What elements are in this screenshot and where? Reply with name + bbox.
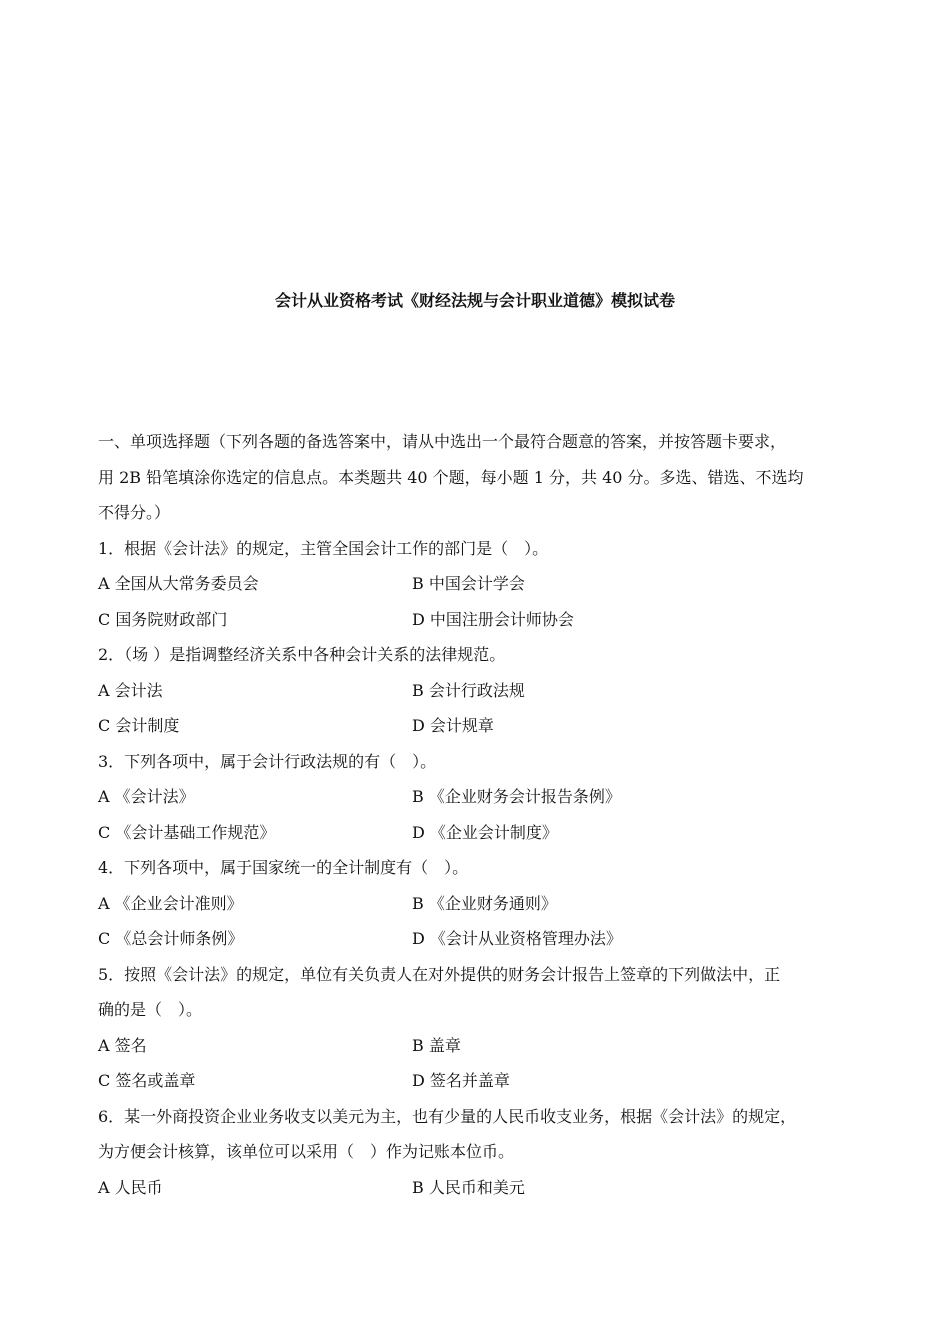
- option-row: [98, 921, 868, 957]
- option-a: A 《会计法》: [98, 787, 195, 806]
- question-stem: 6．某一外商投资企业业务收支以美元为主，也有少量的人民币收支业务，根据《会计法》的规定，: [98, 1106, 797, 1126]
- option-a: A 签名: [98, 1035, 147, 1055]
- question-3: [98, 744, 868, 851]
- option-a: A 《企业会计准则》: [98, 893, 243, 913]
- question-stem: 3．下列各项中，属于会计行政法规的有（ ）。: [98, 751, 437, 771]
- exam-content: [98, 424, 868, 1205]
- option-row: [98, 886, 868, 922]
- question-stem-continued: 确的是（ ）。: [98, 1000, 203, 1019]
- option-row: [98, 815, 868, 851]
- option-c: C 《总会计师条例》: [98, 929, 244, 948]
- section-instructions: [98, 424, 868, 531]
- option-b: B 《企业财务通则》: [412, 893, 557, 913]
- option-b: B 会计行政法规: [412, 680, 525, 700]
- option-b: B 中国会计学会: [412, 574, 525, 593]
- option-row: [98, 779, 868, 815]
- instruction-line: 不得分。）: [98, 503, 171, 522]
- option-d: D 《会计从业资格管理办法》: [412, 929, 622, 948]
- option-b: B 人民币和美元: [412, 1177, 525, 1197]
- option-row: [98, 602, 868, 638]
- question-stem: 2．（场 ）是指调整经济关系中各种会计关系的法律规范。: [98, 645, 506, 664]
- option-row: [98, 566, 868, 602]
- option-d: D 签名并盖章: [412, 1071, 510, 1090]
- option-c: C 国务院财政部门: [98, 609, 228, 629]
- option-c: C 签名或盖章: [98, 1071, 196, 1090]
- option-c: C 会计制度: [98, 716, 180, 735]
- option-row: [98, 673, 868, 709]
- instruction-line: 一、单项选择题（下列各题的备选答案中，请从中选出一个最符合题意的答案，并按答题卡要求，: [98, 432, 787, 451]
- option-row: [98, 708, 868, 744]
- option-d: D 中国注册会计师协会: [412, 609, 574, 629]
- option-d: D 会计规章: [412, 716, 494, 735]
- question-stem-continued: 为方便会计核算，该单位可以采用（ ）作为记账本位币。: [98, 1142, 515, 1161]
- option-a: A 会计法: [98, 680, 163, 700]
- option-b: B 盖章: [412, 1035, 461, 1055]
- option-row: [98, 1028, 868, 1064]
- question-2: [98, 637, 868, 744]
- option-d: D 《企业会计制度》: [412, 822, 558, 842]
- question-5: [98, 957, 868, 1099]
- instruction-line: 用 2B 铅笔填涂你选定的信息点。本类题共 40 个题，每小题 1 分，共 40 分。多选、错选、不选均: [98, 467, 804, 487]
- question-stem: 1．根据《会计法》的规定，主管全国会计工作的部门是（ ）。: [98, 538, 549, 558]
- question-1: [98, 531, 868, 638]
- option-row: [98, 1170, 868, 1206]
- option-a: A 全国从大常务委员会: [98, 574, 259, 593]
- question-stem: 5．按照《会计法》的规定，单位有关负责人在对外提供的财务会计报告上签章的下列做法中，正: [98, 964, 781, 984]
- option-a: A 人民币: [98, 1177, 163, 1197]
- question-4: [98, 850, 868, 957]
- option-c: C 《会计基础工作规范》: [98, 822, 276, 842]
- document-title: 会计从业资格考试《财经法规与会计职业道德》模拟试卷: [274, 291, 675, 310]
- option-b: B 《企业财务会计报告条例》: [412, 787, 621, 806]
- question-6: [98, 1099, 868, 1206]
- question-stem: 4．下列各项中，属于国家统一的全计制度有（ ）。: [98, 858, 469, 877]
- option-row: [98, 1063, 868, 1099]
